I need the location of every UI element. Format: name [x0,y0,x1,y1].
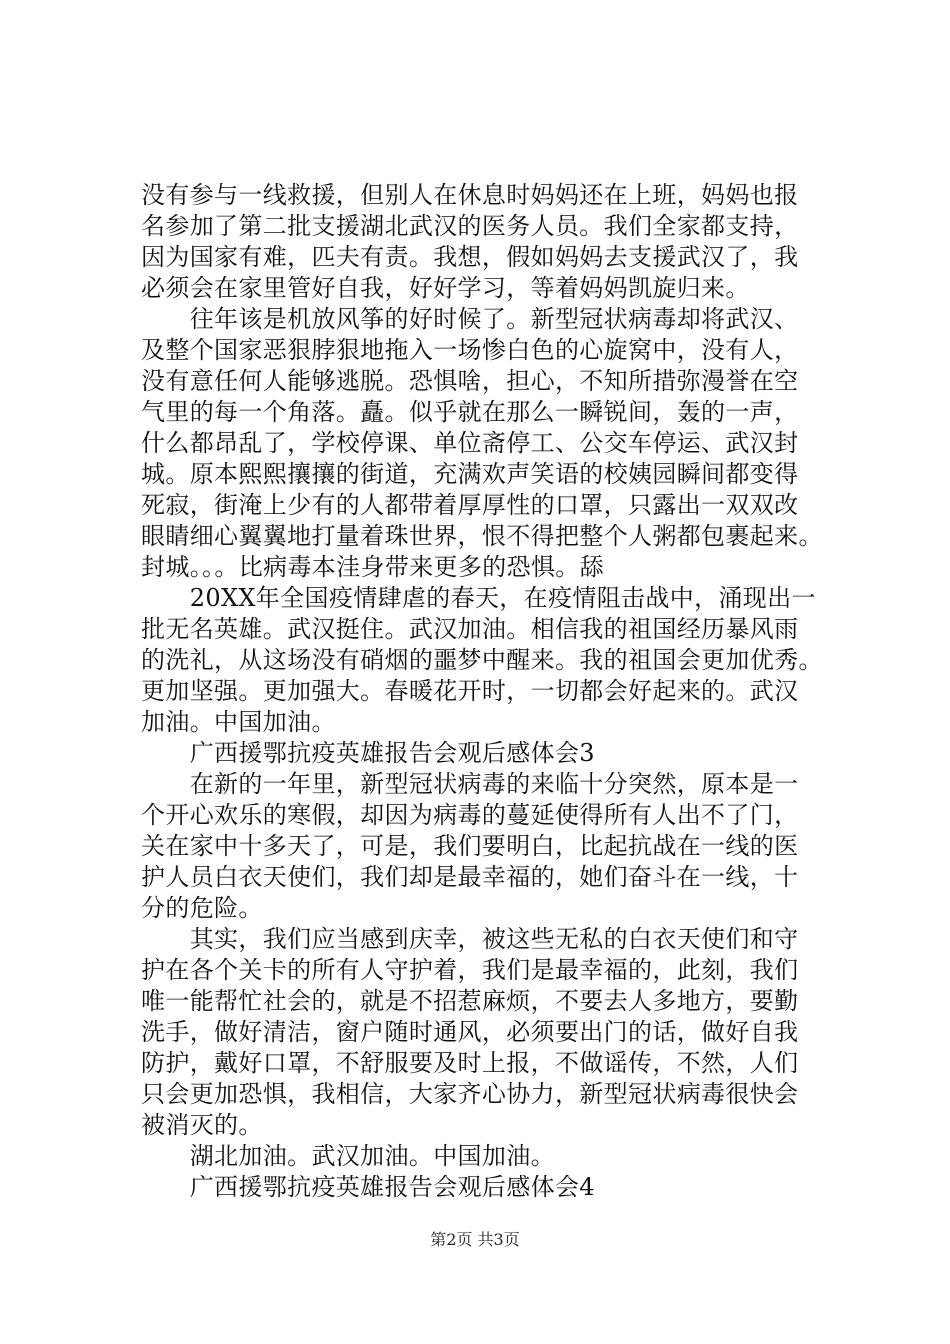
text-line: 护在各个关卡的所有人守护着，我们是最幸福的，此刻，我们 [141,956,799,984]
text-line: 名参加了第二批支援湖北武汉的医务人员。我们全家都支持， [141,212,799,240]
text-line: 关在家中十多天了，可是，我们要明白，比起抗战在一线的医 [141,832,799,860]
text-line: 加油。中国加油。 [141,708,336,736]
text-line: 眼睛细心翼翼地打量着珠世界，恨不得把整个人粥都包裹起来。 [141,522,823,550]
paragraph-line: 往年该是机放风筝的好时候了。新型冠状病毒却将武汉、 [141,305,799,333]
page-number-footer: 第2页 共3页 [430,1230,520,1249]
text-line: 没有意任何人能够逃脱。恐惧啥，担心，不知所措弥漫誉在空 [141,367,799,395]
text-line: 防护，戴好口罩，不舒服要及时上报，不做谣传，不然，人们 [141,1049,799,1077]
text-line: 什么都昂乱了，学校停课、单位斋停工、公交车停运、武汉封 [141,429,799,457]
paragraph-line: 其实，我们应当感到庆幸，被这些无私的白衣天使们和守 [141,925,799,953]
text-line: 气里的每一个角落。矗。似乎就在那么一瞬锐间，轰的一声， [141,398,799,426]
text-line: 没有参与一线救援，但别人在休息时妈妈还在上班，妈妈也报 [141,181,799,209]
text-line: 只会更加恐惧，我相信，大家齐心协力，新型冠状病毒很快会 [141,1080,799,1108]
text-line: 唯一能帮忙社会的，就是不招惹麻烦，不要去人多地方，要勤 [141,987,799,1015]
text-line: 死寂，街淹上少有的人都带着厚厚性的口罩，只露出一双双改 [141,491,799,519]
text-line: 必须会在家里管好自我，好好学习，等着妈妈凯旋归来。 [141,274,750,302]
text-line: 护人员白衣天使们，我们却是最幸福的，她们奋斗在一线，十 [141,863,799,891]
text-line: 分的危险。 [141,894,263,922]
paragraph-line: 在新的一年里，新型冠状病毒的来临十分突然，原本是一 [141,770,799,798]
section-heading: 广西援鄂抗疫英雄报告会观后感体会4 [141,1173,595,1201]
text-line: 批无名英雄。武汉挺住。武汉加油。相信我的祖国经历暴风雨 [141,615,799,643]
text-line: 城。原本熙熙攘攘的街道，充满欢声笑语的校姨园瞬间都变得 [141,460,799,488]
text-line: 及整个国家恶狠脖狠地拖入一场惨白色的心旋窝中，没有人， [141,336,799,364]
paragraph-line: 20XX年全国疫情肆虐的春天，在疫情阻击战中，涌现出一 [141,584,816,612]
text-line: 更加坚强。更加强大。春暖花开时，一切都会好起来的。武汉 [141,677,799,705]
text-line: 因为国家有难，匹夫有责。我想，假如妈妈去支援武汉了，我 [141,243,799,271]
text-line: 洗手，做好清洁，窗户随时通风，必须要出门的话，做好自我 [141,1018,799,1046]
paragraph-line: 湖北加油。武汉加油。中国加油。 [141,1142,555,1170]
text-line: 封城。。。比病毒本洼身带来更多的恐惧。舔 [141,553,604,581]
text-line: 个开心欢乐的寒假，却因为病毒的蔓延使得所有人出不了门， [141,801,799,829]
section-heading: 广西援鄂抗疫英雄报告会观后感体会3 [141,739,595,767]
text-line: 的洗礼，从这场没有硝烟的噩梦中醒来。我的祖国会更加优秀。 [141,646,823,674]
text-line: 被消灭的。 [141,1111,263,1139]
